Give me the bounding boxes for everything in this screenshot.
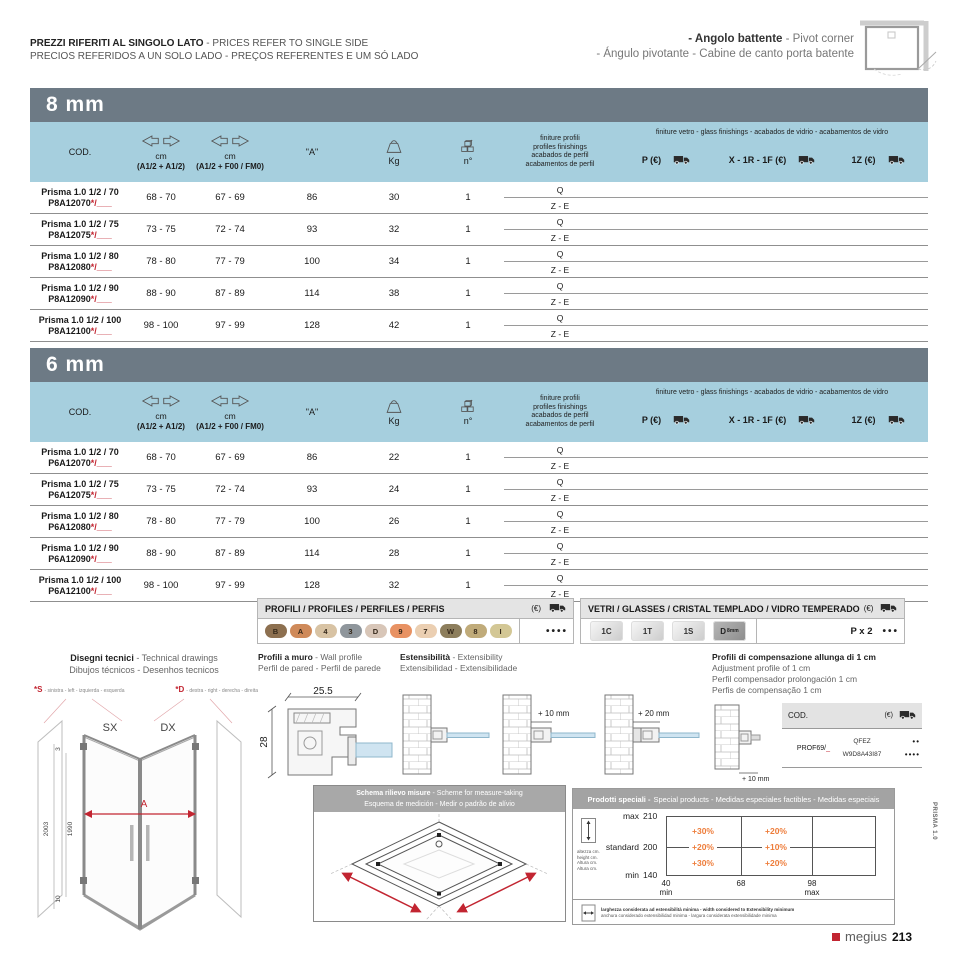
product-name: Prisma 1.0 1/2 / 75	[41, 478, 119, 489]
glass-swatch-1C: 1C	[590, 621, 623, 641]
product-name: Prisma 1.0 1/2 / 90	[41, 542, 119, 553]
product-name-code	[30, 214, 130, 245]
cell-a: 93	[306, 484, 318, 495]
product-code: P6A12100*/___	[48, 585, 112, 596]
bottom-area	[0, 597, 958, 958]
col-cm-a12: cm (A1/2 + A1/2)	[130, 122, 192, 182]
cell-n: 1	[465, 192, 471, 203]
tech-drawings-title: Disegni tecnici - Technical drawings Dibujos técnicos - Desenhos tecnicos	[69, 653, 219, 675]
finish-price-area	[504, 506, 928, 537]
glass-swatches	[586, 621, 709, 641]
height-cm-labels: altezza cm. height cm. Altura cm. Altura cm.	[577, 849, 600, 871]
glass-swatch-1T: 1T	[631, 621, 664, 641]
glass-swatch-d: D 8mm	[713, 621, 746, 641]
product-row	[30, 474, 928, 506]
product-row	[30, 214, 928, 246]
truck-icon	[880, 602, 897, 615]
finish-ze: Z - E	[550, 232, 570, 243]
profile-swatch-B: B	[265, 624, 287, 638]
measure-scheme-header: Schema rilievo misure - Scheme for measure-taking Esquema de medición - Medir o padrão de alívio	[314, 786, 565, 812]
truck-icon	[798, 154, 815, 167]
truck-icon	[888, 154, 905, 167]
pct-upper-2: +20%	[762, 826, 790, 836]
profile-swatch-3: 3	[340, 624, 362, 638]
cell-kg: 34	[388, 256, 400, 267]
glasses-panel-title: VETRI / GLASSES / CRISTAL TEMPLADO / VIDRO TEMPERADO	[588, 603, 860, 614]
price-note-en: - PRICES REFER TO SINGLE SIDE	[203, 38, 369, 49]
cell-cm-a12: 68 - 70	[146, 192, 176, 203]
profiles-panel-header	[258, 599, 573, 619]
cell-a: 128	[304, 320, 320, 331]
cell-a: 86	[306, 192, 318, 203]
glass-swatch-1S: 1S	[672, 621, 705, 641]
col-a: "A"	[305, 407, 319, 417]
cell-a: 93	[306, 224, 318, 235]
special-products-grid	[573, 809, 894, 924]
product-type-it: - Angolo battente	[688, 33, 783, 45]
product-name: Prisma 1.0 1/2 / 80	[41, 250, 119, 261]
cell-cm-f00: 77 - 79	[215, 256, 245, 267]
pct-upper-1: +30%	[689, 826, 717, 836]
cell-a: 114	[304, 548, 320, 559]
profile-swatch-7: 7	[415, 624, 437, 638]
extensibility-diagram-10mm	[500, 692, 600, 777]
door-height-icon	[580, 817, 597, 844]
product-name-code	[30, 278, 130, 309]
cell-kg: 24	[388, 484, 400, 495]
product-type-es-pt: - Ángulo pivotante - Cabine de canto porta batente	[596, 48, 854, 60]
finish-q: Q	[556, 248, 564, 259]
cell-cm-a12: 98 - 100	[143, 320, 179, 331]
product-code: P8A12090*/___	[48, 293, 112, 304]
col-glass-finishes	[616, 382, 928, 442]
cell-n: 1	[465, 320, 471, 331]
product-name: Prisma 1.0 1/2 / 70	[41, 446, 119, 457]
product-code: P8A12070*/___	[48, 197, 112, 208]
product-row	[30, 278, 928, 310]
pct-mid-2: +10%	[762, 842, 790, 852]
cell-cm-a12: 78 - 80	[146, 516, 176, 527]
col-price-p: P (€)	[616, 154, 716, 167]
truck-icon	[549, 602, 566, 615]
product-row	[30, 442, 928, 474]
price-note-it: PREZZI RIFERITI AL SINGOLO LATO	[30, 38, 204, 49]
profile-swatch-W: W	[440, 624, 462, 638]
product-name-code	[30, 538, 130, 569]
cell-n: 1	[465, 484, 471, 495]
cell-n: 1	[465, 516, 471, 527]
col-price-1z: 1Z (€)	[828, 154, 928, 167]
row-min-label: min	[625, 870, 639, 880]
finish-price-area	[504, 246, 928, 277]
brand-name: megius	[845, 929, 887, 944]
product-name: Prisma 1.0 1/2 / 90	[41, 282, 119, 293]
cell-cm-f00: 67 - 69	[215, 192, 245, 203]
finish-q: Q	[556, 184, 564, 195]
svg-text:1990: 1990	[67, 821, 74, 837]
product-name-code	[30, 474, 130, 505]
product-code: P8A12080*/___	[48, 261, 112, 272]
cell-a: 86	[306, 452, 318, 463]
product-code: P6A12075*/___	[48, 489, 112, 500]
cell-cm-a12: 73 - 75	[146, 224, 176, 235]
cell-cm-f00: 67 - 69	[215, 452, 245, 463]
finish-q: Q	[556, 508, 564, 519]
width-arrows-icon	[141, 394, 181, 410]
divider	[756, 619, 757, 643]
compensation-diagram	[712, 703, 782, 783]
product-code: P8A12075*/___	[48, 229, 112, 240]
width-arrows-icon	[210, 394, 250, 410]
cell-kg: 32	[388, 224, 400, 235]
row-min-value: 140	[643, 870, 658, 880]
cell-cm-a12: 68 - 70	[146, 452, 176, 463]
product-name-code	[30, 246, 130, 277]
section-8mm-title: 8 mm	[30, 88, 928, 122]
iso-corner-drawing	[32, 697, 247, 932]
profile-swatch-D: D	[365, 624, 387, 638]
pct-lower-2: +20%	[762, 858, 790, 868]
row-standard-label: standard	[605, 842, 639, 852]
compensation-dots: •• ••••	[904, 737, 920, 759]
profiles-swatches-row	[258, 619, 573, 643]
finish-price-area	[504, 214, 928, 245]
side-legend	[34, 685, 258, 694]
glass-finishes-label: finiture vetro - glass finishings - acabados de vidrio - acabamentos de vidro	[655, 129, 889, 136]
product-row	[30, 310, 928, 342]
euro-label: (€)	[884, 712, 893, 719]
cell-n: 1	[465, 288, 471, 299]
row-max-value: 210	[643, 811, 658, 821]
price-note	[30, 37, 418, 63]
special-footnote: larghezza considerata ad estensibilità minima - width considered to Extensibility minimum anchura considerado extensibilidad minima - largura considerata extensibilidade minima	[601, 907, 795, 918]
brand-logo-icon	[832, 933, 840, 941]
svg-text:25.5: 25.5	[313, 686, 333, 697]
special-products-header: Prodotti speciali - Special products - Medidas especiales factibles - Medidas especiais	[573, 789, 894, 809]
wall-profile-drawing	[258, 685, 393, 780]
product-name: Prisma 1.0 1/2 / 75	[41, 218, 119, 229]
product-code: P8A12100*/___	[48, 325, 112, 336]
col-cm-a12: cm (A1/2 + A1/2)	[130, 382, 192, 442]
legend-left: *S - sinistra - left - izquierda - esquerda	[34, 685, 125, 694]
cell-kg: 38	[388, 288, 400, 299]
col-cm-f00: cm (A1/2 + F00 / FM0)	[192, 382, 268, 442]
table-6mm-header	[30, 382, 928, 442]
finish-price-area	[504, 442, 928, 473]
cell-kg: 42	[388, 320, 400, 331]
x-label-98: 98 max	[804, 879, 820, 897]
cell-cm-f00: 77 - 79	[215, 516, 245, 527]
col-finishes: finiture profili profiles finishings acabados de perfil acabamentos de perfil	[525, 395, 595, 428]
profile-swatch-I: I	[490, 624, 512, 638]
cell-cm-f00: 72 - 74	[215, 484, 245, 495]
finish-price-area	[504, 182, 928, 213]
cell-n: 1	[465, 224, 471, 235]
compensation-title: Profili di compensazione allunga di 1 cm Adjustment profile of 1 cm Perfil compensador prolongación 1 cm Perfis de compensação 1 cm	[712, 652, 876, 695]
truck-icon	[899, 709, 916, 722]
cell-cm-f00: 87 - 89	[215, 288, 245, 299]
cell-cm-f00: 97 - 99	[215, 320, 245, 331]
measure-scheme-panel	[313, 785, 566, 922]
extensibility-title: Estensibilità - Extensibility Extensibilidad - Extensibilidade	[400, 652, 518, 673]
cell-cm-f00: 72 - 74	[215, 224, 245, 235]
compensation-options: QFEZ W9D8A43I87	[842, 738, 882, 758]
cell-n: 1	[465, 452, 471, 463]
price-dots: •••	[882, 625, 899, 637]
finish-q: Q	[556, 444, 564, 455]
compensation-table-header: COD. (€)	[782, 703, 922, 729]
finish-price-area	[504, 278, 928, 309]
cell-cm-f00: 87 - 89	[215, 548, 245, 559]
svg-text:SX: SX	[102, 722, 118, 734]
cell-kg: 26	[388, 516, 400, 527]
svg-text:3: 3	[55, 747, 62, 751]
table-8mm-header	[30, 122, 928, 182]
cell-cm-a12: 78 - 80	[146, 256, 176, 267]
product-name-code	[30, 506, 130, 537]
finish-ze: Z - E	[550, 492, 570, 503]
product-code: P6A12080*/___	[48, 521, 112, 532]
product-name-code	[30, 310, 130, 341]
glass-swatches-row	[581, 619, 904, 643]
col-price-x1r1f: X - 1R - 1F (€)	[716, 154, 828, 167]
cell-a: 100	[304, 516, 320, 527]
width-arrows-icon	[210, 134, 250, 150]
finish-ze: Z - E	[550, 460, 570, 471]
cell-cm-a12: 73 - 75	[146, 484, 176, 495]
finish-q: Q	[556, 540, 564, 551]
product-row	[30, 182, 928, 214]
finish-q: Q	[556, 312, 564, 323]
x-label-68: 68	[736, 879, 746, 888]
col-price-1z: 1Z (€)	[828, 414, 928, 427]
svg-text:+ 10 mm: + 10 mm	[742, 776, 770, 783]
cell-cm-f00: 97 - 99	[215, 580, 245, 591]
product-name: Prisma 1.0 1/2 / 100	[38, 314, 122, 325]
svg-text:+ 20 mm: + 20 mm	[638, 709, 670, 718]
svg-text:28: 28	[259, 736, 270, 748]
finish-ze: Z - E	[550, 328, 570, 339]
col-glass-finishes	[616, 122, 928, 182]
product-row	[30, 538, 928, 570]
price-note-es-pt: PRECIOS REFERIDOS A UN SOLO LADO - PREÇOS REFERENTES E UM SÓ LADO	[30, 51, 419, 62]
col-cod: COD.	[68, 407, 92, 417]
euro-label: (€)	[531, 604, 541, 613]
pct-mid-1: +20%	[689, 842, 717, 852]
wall-profile-title: Profili a muro - Wall profile Perfil de pared - Perfil de parede	[258, 652, 381, 673]
svg-text:+ 10 mm: + 10 mm	[538, 709, 570, 718]
profile-swatch-A: A	[290, 624, 312, 638]
profile-swatch-4: 4	[315, 624, 337, 638]
glasses-panel	[580, 598, 905, 644]
cell-a: 114	[304, 288, 320, 299]
col-kg: Kg	[356, 382, 432, 442]
packages-icon	[459, 399, 477, 416]
row-max-label: max	[622, 811, 639, 821]
section-8mm	[30, 88, 928, 342]
cell-a: 100	[304, 256, 320, 267]
svg-text:A: A	[140, 799, 148, 810]
col-price-x1r1f: X - 1R - 1F (€)	[716, 414, 828, 427]
cell-a: 128	[304, 580, 320, 591]
product-row	[30, 246, 928, 278]
finish-ze: Z - E	[550, 200, 570, 211]
col-n: n°	[432, 382, 504, 442]
page-number: 213	[891, 929, 912, 944]
svg-text:2003: 2003	[43, 821, 50, 837]
finish-ze: Z - E	[550, 264, 570, 275]
compensation-code: PROF69/_	[796, 744, 830, 752]
finish-ze: Z - E	[550, 556, 570, 567]
page-footer	[832, 929, 912, 944]
row-standard-value: 200	[643, 842, 658, 852]
product-type-note	[596, 32, 854, 62]
col-cm-f00: cm (A1/2 + F00 / FM0)	[192, 122, 268, 182]
profile-color-swatches	[263, 624, 513, 638]
legend-right: *D - destra - right - derecha - direita	[175, 685, 258, 694]
packages-icon	[459, 139, 477, 156]
cell-cm-a12: 98 - 100	[143, 580, 179, 591]
svg-text:DX: DX	[160, 722, 176, 734]
table-6mm-rows	[30, 442, 928, 602]
product-name: Prisma 1.0 1/2 / 100	[38, 574, 122, 585]
finish-q: Q	[556, 572, 564, 583]
col-n: n°	[432, 122, 504, 182]
glass-finishes-label: finiture vetro - glass finishings - acabados de vidrio - acabamentos de vidro	[655, 389, 889, 396]
product-name-code	[30, 182, 130, 213]
extensibility-diagram-20mm	[602, 692, 702, 777]
extensibility-diagram-base	[400, 692, 492, 777]
col-a: "A"	[305, 147, 319, 157]
finish-q: Q	[556, 476, 564, 487]
profiles-panel-title: PROFILI / PROFILES / PERFILES / PERFIS	[265, 603, 445, 614]
truck-icon	[673, 414, 690, 427]
section-6mm	[30, 348, 928, 602]
euro-label: (€)	[863, 604, 874, 613]
special-products-panel	[572, 788, 895, 925]
cell-cm-a12: 88 - 90	[146, 288, 176, 299]
cell-cm-a12: 88 - 90	[146, 548, 176, 559]
section-6mm-title: 6 mm	[30, 348, 928, 382]
product-row	[30, 506, 928, 538]
product-code: P6A12090*/___	[48, 553, 112, 564]
finish-ze: Z - E	[550, 524, 570, 535]
cell-n: 1	[465, 548, 471, 559]
finish-q: Q	[556, 280, 564, 291]
truck-icon	[673, 154, 690, 167]
product-name-code	[30, 442, 130, 473]
svg-text:10: 10	[55, 895, 62, 903]
weight-icon	[384, 398, 404, 416]
cell-kg: 28	[388, 548, 400, 559]
measure-scheme-drawing	[314, 812, 564, 920]
product-code: P6A12070*/___	[48, 457, 112, 468]
pivot-corner-icon	[856, 16, 940, 78]
compensation-table	[782, 703, 922, 768]
table-8mm-rows	[30, 182, 928, 342]
px2-label: P x 2	[850, 625, 873, 637]
pct-lower-1: +30%	[689, 858, 717, 868]
x-label-40: 40 min	[659, 879, 673, 897]
width-arrows-icon	[141, 134, 181, 150]
cell-kg: 22	[388, 452, 400, 463]
col-cod: COD.	[68, 147, 92, 157]
product-name: Prisma 1.0 1/2 / 70	[41, 186, 119, 197]
finish-price-area	[504, 538, 928, 569]
weight-icon	[384, 138, 404, 156]
product-type-en: - Pivot corner	[782, 33, 854, 45]
divider	[519, 619, 520, 643]
col-finishes: finiture profili profiles finishings acabados de perfil acabamentos de perfil	[525, 135, 595, 168]
finish-ze: Z - E	[550, 296, 570, 307]
col-kg: Kg	[356, 122, 432, 182]
col-price-p: P (€)	[616, 414, 716, 427]
finish-price-area	[504, 310, 928, 341]
truck-icon	[798, 414, 815, 427]
price-dots: ••••	[545, 625, 568, 637]
finish-ze: Z - E	[550, 588, 570, 599]
profile-swatch-8: 8	[465, 624, 487, 638]
profile-swatch-9: 9	[390, 624, 412, 638]
product-name: Prisma 1.0 1/2 / 80	[41, 510, 119, 521]
cell-kg: 30	[388, 192, 400, 203]
cell-n: 1	[465, 580, 471, 591]
profiles-finishes-panel	[257, 598, 574, 644]
cell-kg: 32	[388, 580, 400, 591]
finish-q: Q	[556, 216, 564, 227]
side-label: PRISMA 1.0	[931, 802, 937, 841]
compensation-row	[782, 729, 922, 768]
glasses-panel-header	[581, 599, 904, 619]
cell-n: 1	[465, 256, 471, 267]
door-width-icon	[581, 904, 596, 922]
truck-icon	[888, 414, 905, 427]
finish-price-area	[504, 474, 928, 505]
